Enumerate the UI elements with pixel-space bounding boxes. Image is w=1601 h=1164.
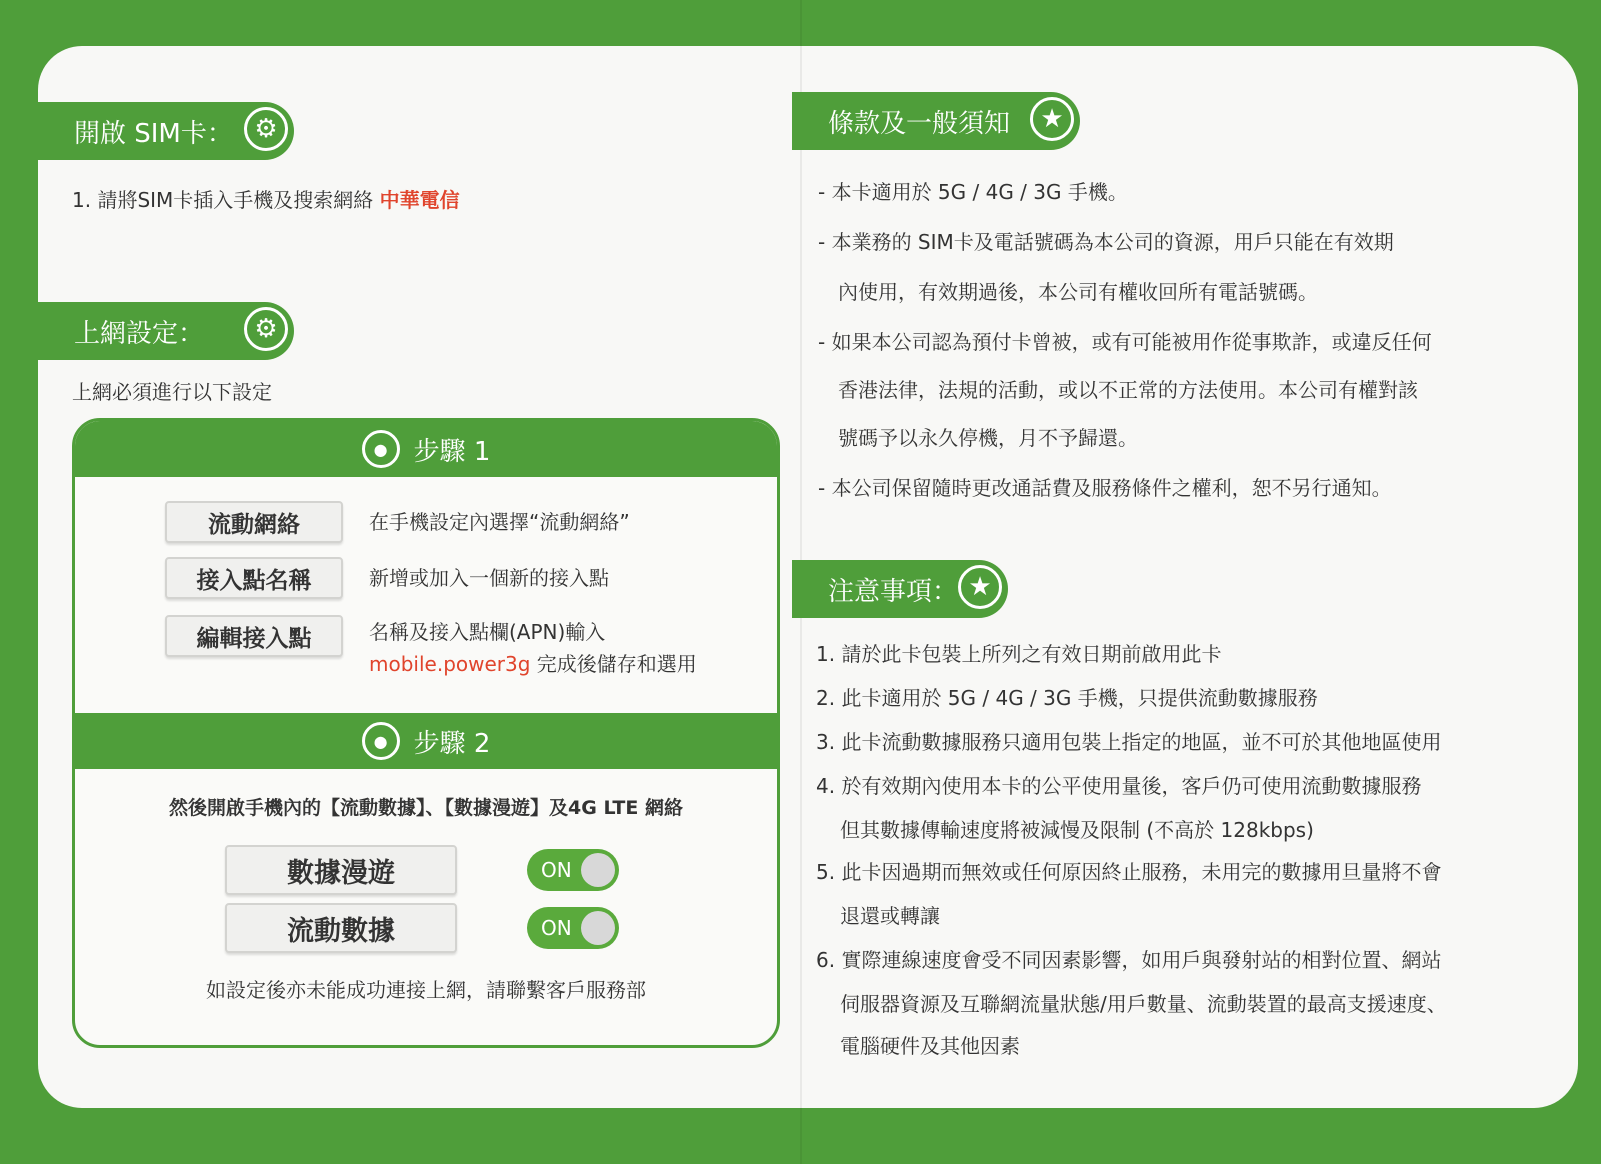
terms-line: - 本業務的 SIM卡及電話號碼為本公司的資源，用戶只能在有效期 xyxy=(818,230,1394,254)
notes-line: 但其數據傳輸速度將被減慢及限制 (不高於 128kbps) xyxy=(840,818,1314,842)
terms-line: 號碼予以永久停機，月不予歸還。 xyxy=(838,426,1138,450)
eye-icon: ● xyxy=(362,430,400,468)
step2-instruction: 然後開啟手機內的【流動數據】、【數據漫遊】及4G LTE 網絡 xyxy=(169,797,683,819)
notes-line: 3. 此卡流動數據服務只適用包裝上指定的地區，並不可於其他地區使用 xyxy=(816,730,1442,754)
step1-title: 步驟 1 xyxy=(413,436,491,467)
terms-title: 條款及一般須知 xyxy=(828,108,1011,139)
notes-line: 電腦硬件及其他因素 xyxy=(840,1034,1020,1058)
toggle-knob xyxy=(581,911,615,945)
activate-sim-header xyxy=(38,102,294,160)
terms-line: 香港法律，法規的活動，或以不正常的方法使用。本公司有權對該 xyxy=(838,378,1418,402)
activate-step-label: 1. 請將SIM卡插入手機及搜索網絡 xyxy=(72,188,380,212)
step2-header xyxy=(75,713,777,769)
step1-apn-line xyxy=(369,649,697,679)
notes-line: 5. 此卡因過期而無效或任何原因終止服務，未用完的數據用旦量將不會 xyxy=(816,860,1442,884)
data-roaming-state: ON xyxy=(541,858,572,882)
data-roaming-toggle[interactable] xyxy=(527,849,619,891)
step1-desc-edit-apn: 名稱及接入點欄(APN)輸入 xyxy=(369,620,606,644)
apn-value: mobile.power3g xyxy=(369,652,531,676)
eye-icon: ● xyxy=(362,722,400,760)
terms-line: 內使用，有效期過後，本公司有權收回所有電話號碼。 xyxy=(838,280,1318,304)
terms-header xyxy=(792,92,1080,150)
toggle-label-data-roaming: 數據漫遊 xyxy=(225,845,457,895)
mobile-data-state: ON xyxy=(541,916,572,940)
step1-desc-apn-name: 新增或加入一個新的接入點 xyxy=(369,566,609,590)
gear-icon: ⚙ xyxy=(244,107,288,151)
steps-panel xyxy=(72,418,780,1048)
toggle-knob xyxy=(581,853,615,887)
terms-line: - 本公司保留隨時更改通話費及服務條件之權利，恕不另行通知。 xyxy=(818,476,1392,500)
step2-title: 步驟 2 xyxy=(413,728,491,759)
activate-sim-title: 開啟 SIM卡： xyxy=(74,118,233,149)
step1-desc-mobile-network: 在手機設定內選擇“流動網絡” xyxy=(369,510,630,534)
operator-name: 中華電信 xyxy=(379,188,460,212)
apn-suffix: 完成後儲存和選用 xyxy=(530,652,697,676)
notes-line: 伺服器資源及互聯網流量狀態/用戶數量、流動裝置的最高支援速度、 xyxy=(840,992,1447,1016)
notes-line: 退還或轉讓 xyxy=(840,904,940,928)
internet-intro: 上網必須進行以下設定 xyxy=(72,380,272,404)
step1-header xyxy=(75,421,777,477)
star-icon: ★ xyxy=(958,565,1002,609)
terms-line: - 如果本公司認為預付卡曾被，或有可能被用作從事欺詐，或違反任何 xyxy=(818,330,1432,354)
step1-label-apn-name: 接入點名稱 xyxy=(165,557,343,599)
step1-label-edit-apn: 編輯接入點 xyxy=(165,615,343,657)
internet-settings-title: 上網設定： xyxy=(74,318,205,349)
notes-line: 1. 請於此卡包裝上所列之有效日期前啟用此卡 xyxy=(816,642,1222,666)
terms-line: - 本卡適用於 5G / 4G / 3G 手機。 xyxy=(818,180,1128,204)
gear-icon: ⚙ xyxy=(244,307,288,351)
notes-line: 6. 實際連線速度會受不同因素影響，如用戶與發射站的相對位置、網站 xyxy=(816,948,1442,972)
star-icon: ★ xyxy=(1030,97,1074,141)
step1-label-mobile-network: 流動網絡 xyxy=(165,501,343,543)
toggle-label-mobile-data: 流動數據 xyxy=(225,903,457,953)
notes-line: 2. 此卡適用於 5G / 4G / 3G 手機，只提供流動數據服務 xyxy=(816,686,1318,710)
mobile-data-toggle[interactable] xyxy=(527,907,619,949)
internet-settings-header xyxy=(38,302,294,360)
activate-step-text xyxy=(72,184,460,213)
notes-line: 4. 於有效期內使用本卡的公平使用量後，客戶仍可使用流動數據服務 xyxy=(816,774,1422,798)
step2-footer: 如設定後亦未能成功連接上網，請聯繫客戶服務部 xyxy=(206,978,646,1002)
notes-header xyxy=(792,560,1008,618)
notes-title: 注意事項： xyxy=(828,576,959,607)
